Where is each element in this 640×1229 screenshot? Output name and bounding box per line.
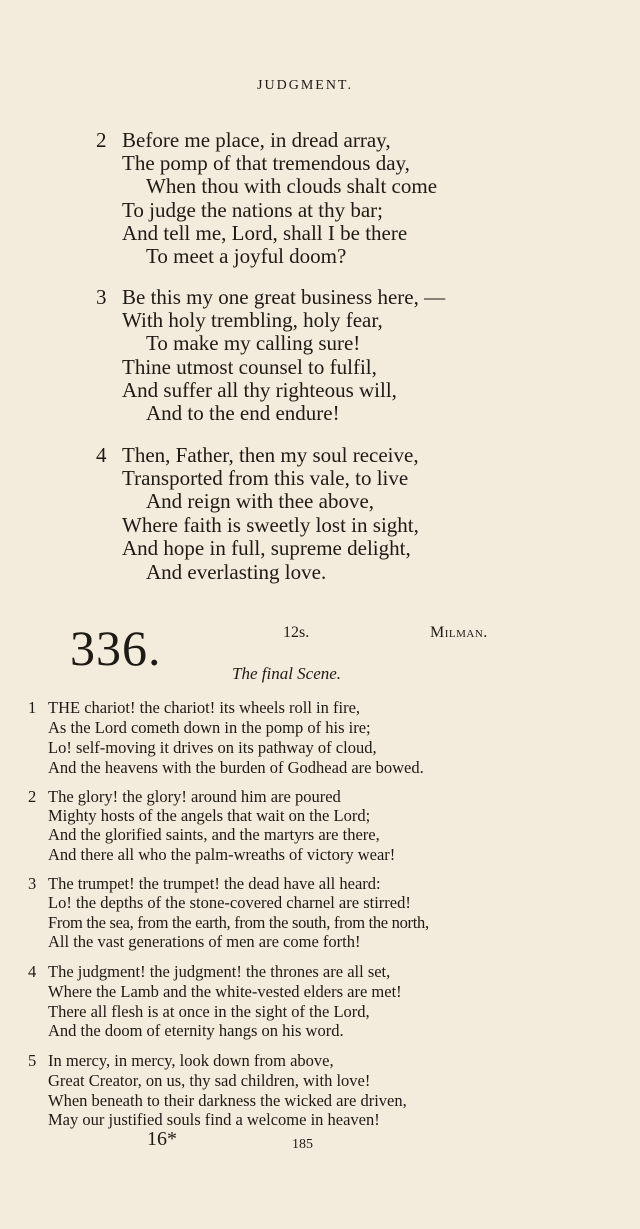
verse-line: All the vast generations of men are come forth! <box>48 932 361 951</box>
verse-line: There all flesh is at once in the sight of the Lord, <box>48 1002 370 1021</box>
verse-line: And suffer all thy righteous will, <box>122 378 397 402</box>
verse-line: The trumpet! the trumpet! the dead have all heard: <box>48 874 381 893</box>
verse-line: To meet a joyful doom? <box>146 244 347 268</box>
verse-line: As the Lord cometh down in the pomp of his ire; <box>48 718 371 737</box>
hymn-meter: 12s. <box>283 624 310 641</box>
running-head: JUDGMENT. <box>257 78 353 93</box>
stanza-number: 4 <box>28 962 37 981</box>
verse-line: The glory! the glory! around him are poured <box>48 787 341 806</box>
stanza-number: 4 <box>96 443 107 467</box>
stanza-number: 3 <box>28 874 37 893</box>
verse-line: With holy trembling, holy fear, <box>122 308 383 332</box>
verse-line: Be this my one great business here, — <box>122 285 446 309</box>
verse-line: And to the end endure! <box>146 401 340 425</box>
verse-line: Great Creator, on us, thy sad children, with love! <box>48 1071 371 1090</box>
verse-line: The pomp of that tremendous day, <box>122 151 410 175</box>
verse-line: And there all who the palm-wreaths of victory wear! <box>48 845 396 864</box>
verse-line: From the sea, from the earth, from the south, from the north, <box>48 913 429 932</box>
verse-line: Where the Lamb and the white-vested elders are met! <box>48 982 402 1001</box>
verse-line: When beneath to their darkness the wicked are driven, <box>48 1091 407 1110</box>
verse-line: The judgment! the judgment! the thrones are all set, <box>48 962 391 981</box>
verse-line: And the glorified saints, and the martyrs are there, <box>48 825 380 844</box>
stanza-number: 2 <box>96 128 107 152</box>
verse-line: When thou with clouds shalt come <box>146 174 438 198</box>
verse-line: To make my calling sure! <box>146 331 361 355</box>
verse-line: Where faith is sweetly lost in sight, <box>122 513 419 537</box>
verse-line: And reign with thee above, <box>146 489 375 513</box>
verse-line: May our justified souls find a welcome in heaven! <box>48 1110 380 1129</box>
hymn-title: The final Scene. <box>232 664 342 683</box>
verse-line: And tell me, Lord, shall I be there <box>122 221 408 245</box>
verse-line: THE chariot! the chariot! its wheels roll in fire, <box>48 698 361 717</box>
verse-line: And hope in full, supreme delight, <box>122 536 411 560</box>
verse-line: Lo! self-moving it drives on its pathway of cloud, <box>48 738 377 757</box>
page-number: 185 <box>292 1137 313 1152</box>
hymn-number: 336. <box>70 620 162 676</box>
verse-line: And the doom of eternity hangs on his word. <box>48 1021 344 1040</box>
verse-line: Lo! the depths of the stone-covered charnel are stirred! <box>48 893 411 912</box>
stanza-number: 3 <box>96 285 107 309</box>
verse-line: Before me place, in dread array, <box>122 128 391 152</box>
verse-line: And the heavens with the burden of Godhead are bowed. <box>48 758 424 777</box>
verse-line: And everlasting love. <box>146 560 327 584</box>
verse-line: In mercy, in mercy, look down from above, <box>48 1051 334 1070</box>
stanza-number: 1 <box>28 698 37 717</box>
stanza-number: 2 <box>28 787 37 806</box>
verse-line: Thine utmost counsel to fulfil, <box>122 355 377 379</box>
verse-line: To judge the nations at thy bar; <box>122 198 383 222</box>
stanza-number: 5 <box>28 1051 37 1070</box>
signature-mark: 16* <box>147 1128 177 1150</box>
verse-line: Transported from this vale, to live <box>122 466 409 490</box>
hymn-author: Milman. <box>430 624 488 641</box>
verse-line: Then, Father, then my soul receive, <box>122 443 419 467</box>
verse-line: Mighty hosts of the angels that wait on the Lord; <box>48 806 371 825</box>
